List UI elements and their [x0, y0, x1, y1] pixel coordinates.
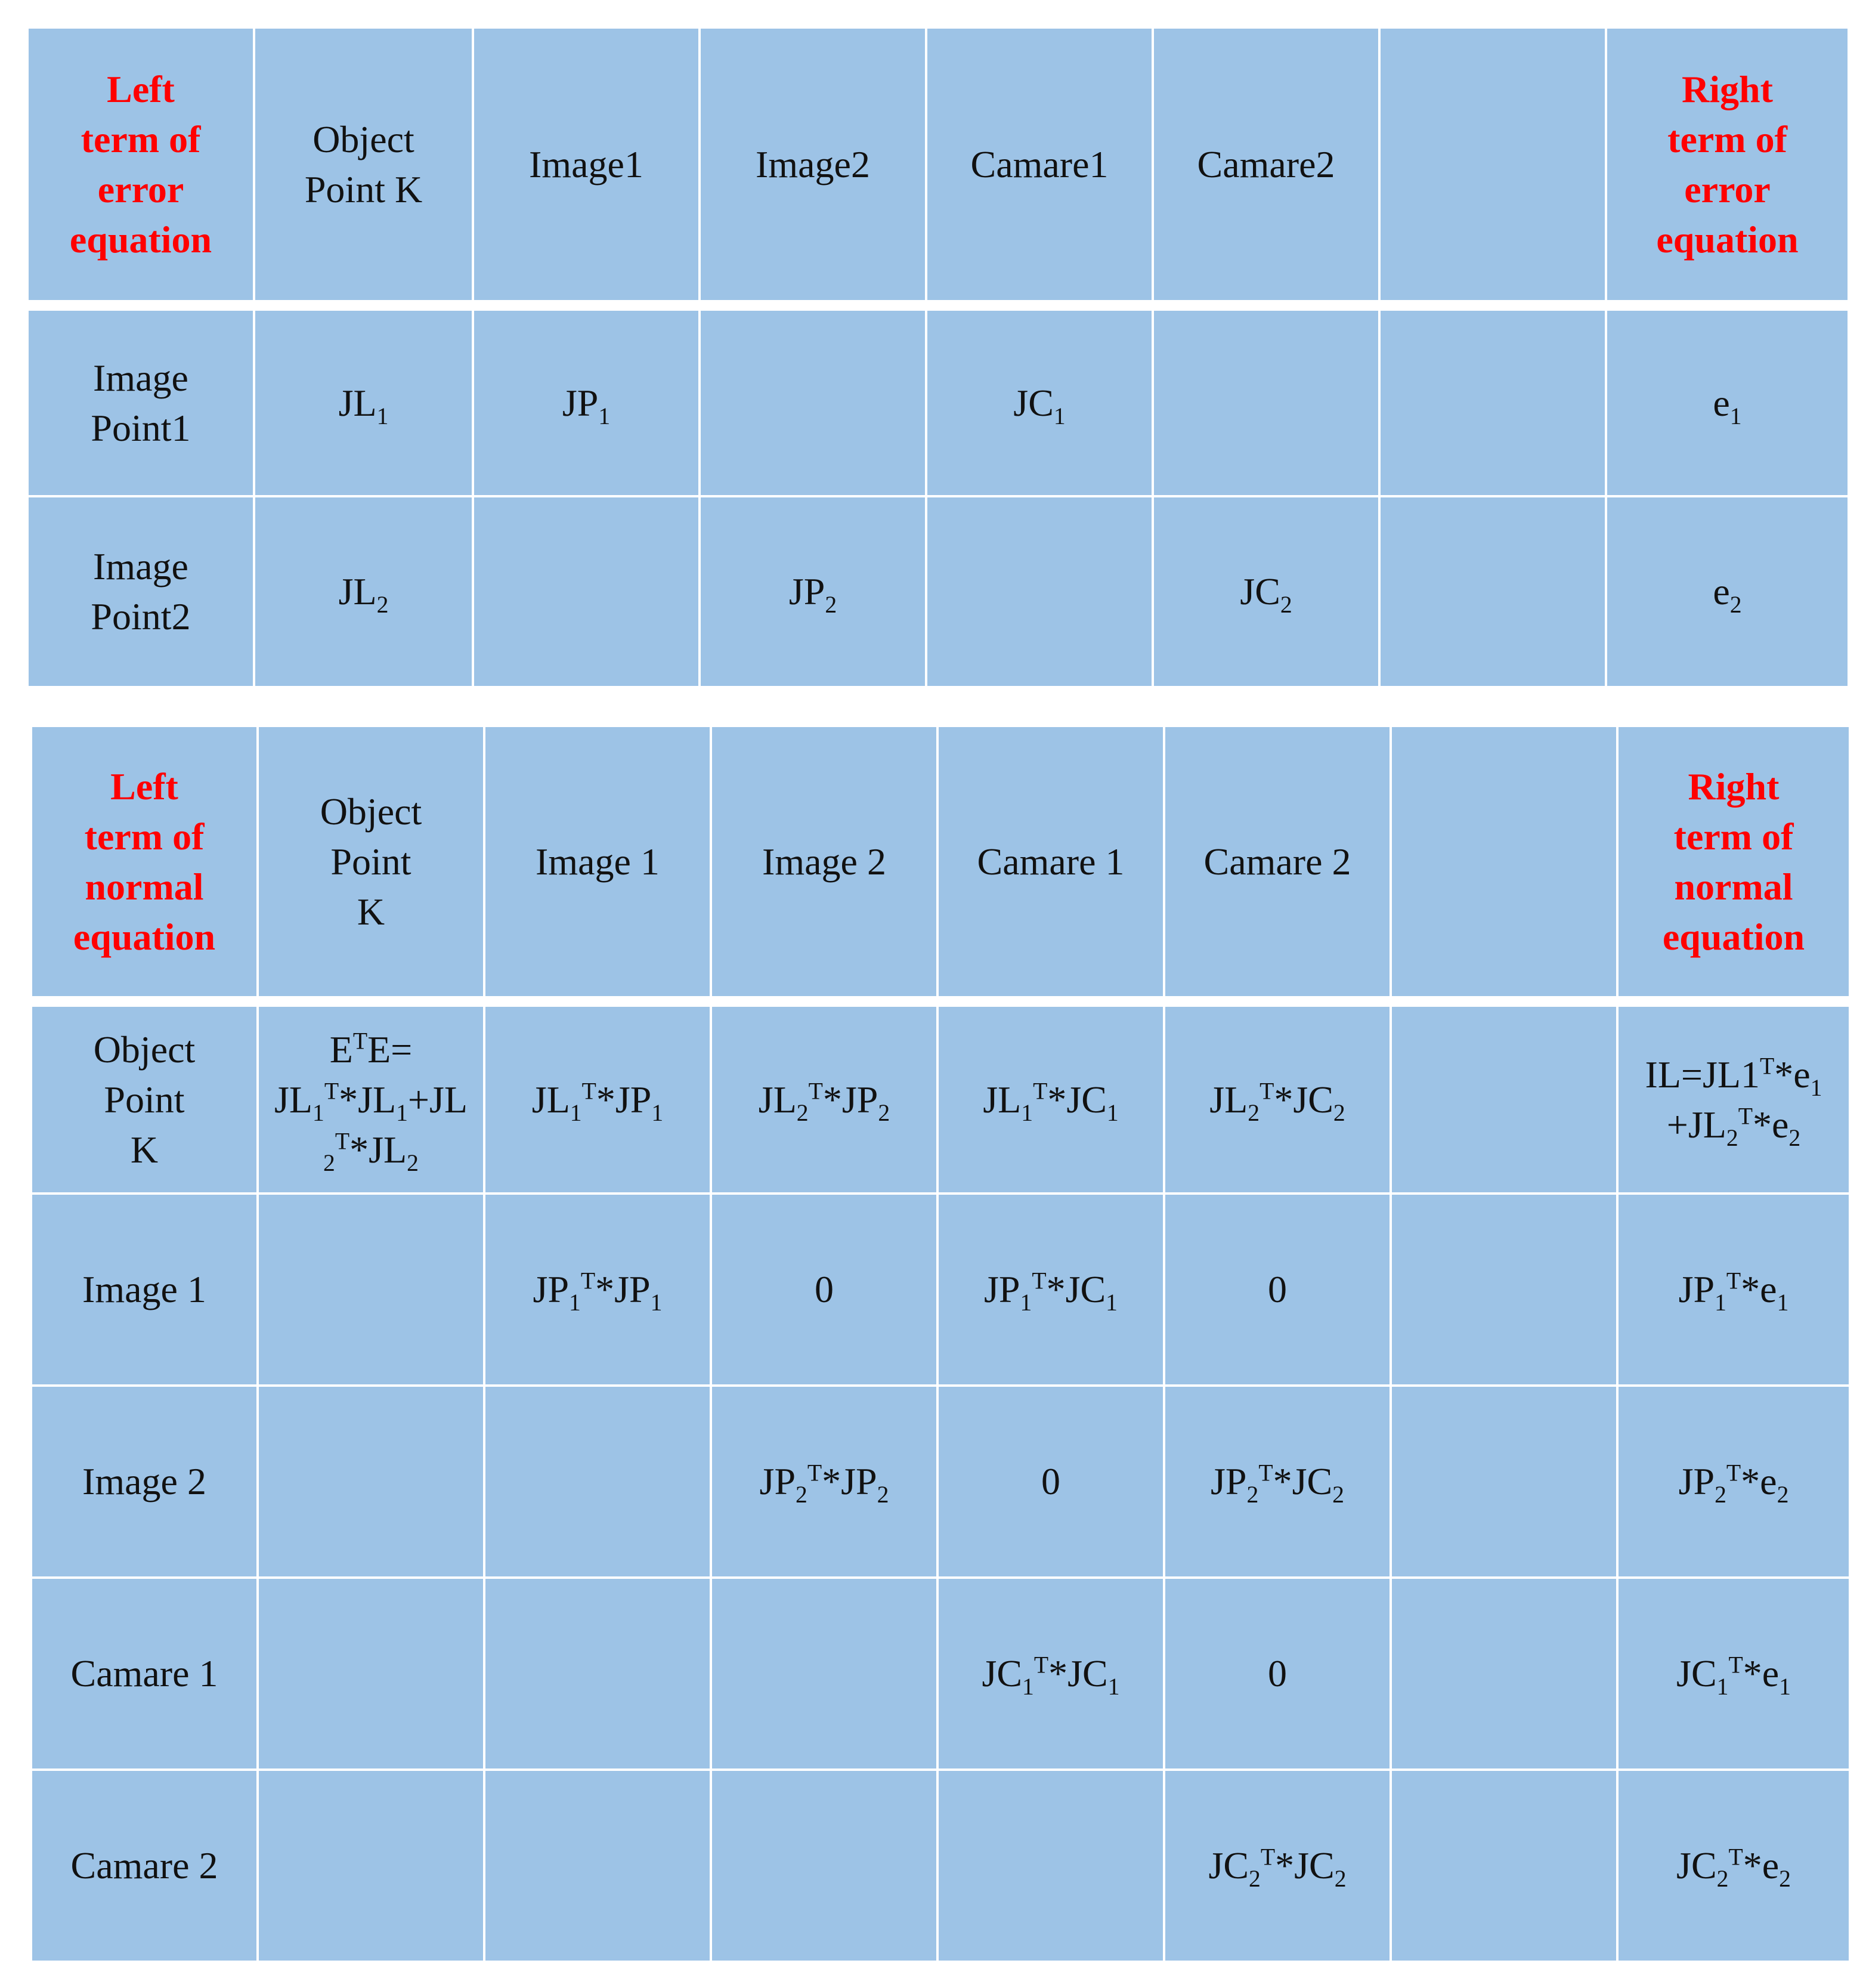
normal_table.rows.0.label-line: Point — [104, 1078, 185, 1121]
formula-cell — [711, 1770, 937, 1962]
normal_table.header.7-line: term of — [1673, 815, 1794, 858]
formula-cell — [484, 1194, 711, 1386]
superscript: T — [1258, 1460, 1273, 1486]
superscript: T — [1728, 1844, 1743, 1870]
formula-text: *JP — [822, 1460, 877, 1502]
row-label-cell — [31, 1386, 258, 1578]
formula-text: E — [329, 1028, 353, 1071]
superscript: T — [581, 1078, 596, 1105]
formula-text: JL — [531, 1078, 570, 1121]
formula-text: *e — [1743, 1652, 1780, 1695]
subscript: 1 — [1022, 1673, 1034, 1700]
superscript: T — [324, 1078, 339, 1105]
header-cell — [711, 726, 937, 1001]
row-label-cell — [31, 1578, 258, 1770]
subscript: 1 — [1716, 1673, 1729, 1700]
error_table.header.0-line: Left — [107, 67, 175, 110]
header-row — [31, 726, 1850, 1001]
formula-cell — [1153, 496, 1379, 687]
formula-cell — [484, 1386, 711, 1578]
row-label-cell — [31, 1770, 258, 1962]
header-cell — [1379, 27, 1606, 305]
subscript: 2 — [796, 1099, 809, 1126]
normal_table.header.7-line: Right — [1688, 765, 1780, 808]
subscript: 2 — [407, 1149, 419, 1176]
header-cell — [1617, 726, 1850, 1001]
header-cell — [926, 27, 1153, 305]
superscript: T — [335, 1128, 350, 1155]
formula-text: JC — [1676, 1844, 1717, 1887]
header-cell — [1164, 726, 1391, 1001]
subscript: 1 — [1779, 1673, 1791, 1700]
error_table.header.7-line: equation — [1656, 218, 1799, 261]
formula-text: *JC — [1273, 1460, 1333, 1502]
formula-text: JL — [338, 570, 377, 613]
subscript: 1 — [1106, 1099, 1119, 1126]
formula-cell — [1379, 496, 1606, 687]
formula-cell — [254, 496, 473, 687]
subscript: 2 — [323, 1149, 335, 1176]
normal_table.header.0-line: term of — [84, 815, 205, 858]
error_table.rows.0.label-line: Image — [93, 356, 188, 399]
formula-cell — [937, 1770, 1164, 1962]
error_table.header.7-line: term of — [1667, 118, 1787, 160]
subscript: 2 — [1280, 591, 1292, 618]
formula-text: +JL — [407, 1078, 468, 1121]
formula-cell — [473, 305, 700, 496]
error_table.header.5-line: Camare2 — [1197, 143, 1335, 185]
table-row — [31, 1001, 1850, 1194]
error_table.rows.1.label-line: Point2 — [91, 595, 191, 638]
superscript: T — [1726, 1460, 1741, 1486]
formula-cell — [711, 1194, 937, 1386]
formula-cell — [258, 1770, 484, 1962]
table-row — [31, 1770, 1850, 1962]
row-label-cell — [27, 305, 254, 496]
header-cell — [937, 726, 1164, 1001]
superscript: T — [1726, 1267, 1741, 1294]
error-table-body — [27, 27, 1849, 687]
formula-cell — [1391, 1578, 1617, 1770]
subscript: 2 — [878, 1099, 890, 1126]
superscript: T — [1760, 1053, 1775, 1080]
subscript: 2 — [1246, 1481, 1259, 1508]
formula-text: +JL — [1666, 1103, 1726, 1146]
header-cell — [700, 27, 926, 305]
formula-cell — [484, 1578, 711, 1770]
formula-text: *e — [1741, 1460, 1777, 1502]
subscript: 2 — [1729, 591, 1742, 618]
formula-text: *e — [1774, 1053, 1811, 1096]
normal_table.header.1-line: Object — [320, 790, 422, 833]
error_table.rows.0.label-line: Point1 — [91, 406, 191, 449]
normal_table.header.1-line: Point — [330, 840, 411, 883]
subscript: 1 — [650, 1289, 663, 1316]
header-cell — [31, 726, 258, 1001]
superscript: T — [1032, 1267, 1047, 1294]
formula-cell — [484, 1770, 711, 1962]
formula-cell — [258, 1578, 484, 1770]
formula-cell — [1617, 1001, 1850, 1194]
formula-text: E= — [367, 1028, 413, 1071]
normal_table.header.3-line: Image 2 — [762, 840, 886, 883]
normal_table.header.2-line: Image 1 — [536, 840, 660, 883]
subscript: 2 — [1716, 1865, 1729, 1892]
formula-cell — [926, 305, 1153, 496]
header-row — [27, 27, 1849, 305]
formula-text: JC — [1676, 1652, 1717, 1695]
superscript: T — [580, 1267, 596, 1294]
formula-cell — [258, 1001, 484, 1194]
superscript: T — [808, 1078, 823, 1105]
row-label-cell — [27, 496, 254, 687]
formula-cell — [254, 305, 473, 496]
formula-cell — [937, 1194, 1164, 1386]
formula-cell — [711, 1386, 937, 1578]
formula-cell — [937, 1578, 1164, 1770]
row-label-cell — [31, 1194, 258, 1386]
subscript: 2 — [1788, 1124, 1801, 1151]
subscript: 2 — [1715, 1481, 1726, 1508]
formula-text: JP — [1210, 1460, 1247, 1502]
subscript: 1 — [1729, 403, 1742, 429]
normal_table.rows.2.label-line: Image 2 — [82, 1460, 206, 1502]
formula-cell — [1617, 1578, 1850, 1770]
formula-text: *JC — [1047, 1078, 1107, 1121]
normal-equation-table — [30, 725, 1851, 1963]
formula-text: *JP — [822, 1078, 878, 1121]
superscript: T — [352, 1028, 368, 1055]
error_table.header.2-line: Image1 — [529, 143, 643, 185]
subscript: 1 — [376, 403, 389, 429]
formula-cell — [926, 496, 1153, 687]
subscript: 1 — [598, 403, 611, 429]
formula-cell — [1379, 305, 1606, 496]
normal_table.header.0-line: equation — [73, 915, 216, 958]
row-label-cell — [31, 1001, 258, 1194]
header-cell — [484, 726, 711, 1001]
formula-cell — [1606, 305, 1849, 496]
subscript: 1 — [651, 1099, 664, 1126]
normal_table.header.1-line: K — [357, 890, 385, 933]
superscript: T — [1260, 1844, 1276, 1870]
formula-cell — [1164, 1194, 1391, 1386]
formula-cell — [700, 496, 926, 687]
normal_table.header.5-line: Camare 2 — [1203, 840, 1351, 883]
formula-text: *e — [1741, 1268, 1777, 1310]
subscript: 2 — [796, 1481, 807, 1508]
formula-text: *JC — [1046, 1268, 1106, 1310]
formula-text: 0 — [1041, 1460, 1060, 1502]
header-cell — [27, 27, 254, 305]
subscript: 1 — [570, 1099, 582, 1126]
formula-cell — [937, 1386, 1164, 1578]
header-cell — [258, 726, 484, 1001]
error_table.header.4-line: Camare1 — [970, 143, 1109, 185]
table-row — [31, 1386, 1850, 1578]
error_table.header.0-line: equation — [69, 218, 212, 261]
formula-text: 0 — [815, 1268, 834, 1310]
formula-cell — [711, 1001, 937, 1194]
formula-text: JC — [982, 1652, 1023, 1695]
subscript: 1 — [1107, 1673, 1120, 1700]
formula-cell — [1164, 1578, 1391, 1770]
subscript: 1 — [312, 1099, 324, 1126]
error_table.header.3-line: Image2 — [756, 143, 870, 185]
subscript: 1 — [1777, 1289, 1789, 1316]
formula-text: JC — [1208, 1844, 1249, 1887]
subscript: 1 — [396, 1099, 408, 1126]
formula-cell — [1391, 1770, 1617, 1962]
subscript: 2 — [1248, 1099, 1260, 1126]
subscript: 2 — [1777, 1481, 1789, 1508]
formula-cell — [937, 1001, 1164, 1194]
formula-text: 0 — [1268, 1268, 1287, 1310]
header-cell — [473, 27, 700, 305]
formula-text: JP — [788, 570, 825, 613]
formula-cell — [1164, 1386, 1391, 1578]
formula-text: e — [1713, 570, 1730, 613]
formula-cell — [1164, 1001, 1391, 1194]
header-cell — [1391, 726, 1617, 1001]
formula-text: JP — [759, 1460, 796, 1502]
normal_table.header.0-line: Left — [110, 765, 178, 808]
normal_table.header.0-line: normal — [85, 865, 204, 908]
formula-text: JL — [758, 1078, 797, 1121]
formula-cell — [1164, 1770, 1391, 1962]
subscript: 1 — [1020, 1289, 1032, 1316]
formula-text: JP — [1678, 1268, 1715, 1310]
error_table.header.1-line: Point K — [304, 168, 423, 211]
header-cell — [1153, 27, 1379, 305]
normal_table.rows.0.label-line: K — [130, 1128, 159, 1171]
formula-cell — [700, 305, 926, 496]
formula-text: *JC — [1274, 1078, 1333, 1121]
formula-text: JP — [533, 1268, 570, 1310]
formula-text: JC — [1240, 570, 1280, 613]
formula-cell — [1606, 496, 1849, 687]
subscript: 1 — [1021, 1099, 1033, 1126]
formula-cell — [1153, 305, 1379, 496]
formula-text: *JP — [595, 1268, 651, 1310]
subscript: 2 — [1333, 1099, 1345, 1126]
formula-text: *JC — [1048, 1652, 1108, 1695]
formula-text: JL — [983, 1078, 1022, 1121]
table-row — [27, 305, 1849, 496]
normal_table.header.7-line: equation — [1662, 915, 1805, 958]
error_table.header.0-line: error — [97, 168, 184, 211]
subscript: 1 — [1106, 1289, 1118, 1316]
formula-text: JP — [983, 1268, 1020, 1310]
formula-cell — [711, 1578, 937, 1770]
normal_table.rows.3.label-line: Camare 1 — [70, 1652, 218, 1695]
normal_table.rows.4.label-line: Camare 2 — [70, 1844, 218, 1887]
formula-text: e — [1713, 381, 1730, 424]
subscript: 1 — [569, 1289, 581, 1316]
formula-cell — [1391, 1194, 1617, 1386]
formula-text: JL — [274, 1078, 312, 1121]
formula-cell — [1617, 1194, 1850, 1386]
error_table.header.0-line: term of — [81, 118, 201, 160]
formula-cell — [258, 1386, 484, 1578]
formula-cell — [473, 496, 700, 687]
header-cell — [254, 27, 473, 305]
formula-text: *JL — [339, 1078, 397, 1121]
formula-text: *JL — [349, 1128, 407, 1171]
subscript: 1 — [1053, 403, 1066, 429]
table-row — [31, 1194, 1850, 1386]
subscript: 2 — [825, 591, 837, 618]
formula-cell — [1391, 1386, 1617, 1578]
formula-text: JP — [1678, 1460, 1715, 1502]
superscript: T — [1738, 1103, 1753, 1130]
subscript: 2 — [877, 1481, 889, 1508]
normal-table-body — [31, 726, 1850, 1962]
formula-cell — [1617, 1386, 1850, 1578]
table-row — [27, 496, 1849, 687]
subscript: 2 — [1332, 1481, 1344, 1508]
normal_table.rows.1.label-line: Image 1 — [82, 1268, 206, 1310]
error-equation-table — [26, 26, 1850, 688]
formula-text: *JC — [1275, 1844, 1335, 1887]
error_table.header.7-line: error — [1684, 168, 1771, 211]
formula-text: JL — [338, 381, 377, 424]
table-row — [31, 1578, 1850, 1770]
superscript: T — [1260, 1078, 1274, 1105]
formula-text: *JP — [596, 1078, 652, 1121]
error_table.rows.1.label-line: Image — [93, 545, 188, 588]
superscript: T — [1728, 1652, 1743, 1678]
error_table.header.7-line: Right — [1682, 67, 1773, 110]
formula-text: 0 — [1268, 1652, 1287, 1695]
formula-text: IL=JL1 — [1645, 1053, 1760, 1096]
superscript: T — [807, 1460, 822, 1486]
formula-text: JL — [1209, 1078, 1248, 1121]
formula-text: JC — [1013, 381, 1054, 424]
error_table.header.1-line: Object — [312, 118, 414, 160]
normal_table.rows.0.label-line: Object — [93, 1028, 196, 1071]
formula-text: JP — [562, 381, 599, 424]
header-cell — [1606, 27, 1849, 305]
subscript: 1 — [1715, 1289, 1726, 1316]
normal_table.header.4-line: Camare 1 — [977, 840, 1125, 883]
formula-cell — [258, 1194, 484, 1386]
subscript: 2 — [376, 591, 389, 618]
formula-cell — [1391, 1001, 1617, 1194]
formula-cell — [1617, 1770, 1850, 1962]
subscript: 2 — [1249, 1865, 1261, 1892]
superscript: T — [1033, 1078, 1048, 1105]
subscript: 1 — [1810, 1074, 1822, 1101]
formula-text: *e — [1752, 1103, 1789, 1146]
formula-cell — [484, 1001, 711, 1194]
superscript: T — [1033, 1652, 1049, 1678]
normal_table.header.7-line: normal — [1674, 865, 1793, 908]
subscript: 2 — [1726, 1124, 1738, 1151]
subscript: 2 — [1779, 1865, 1791, 1892]
subscript: 2 — [1334, 1865, 1347, 1892]
formula-text: *e — [1743, 1844, 1780, 1887]
